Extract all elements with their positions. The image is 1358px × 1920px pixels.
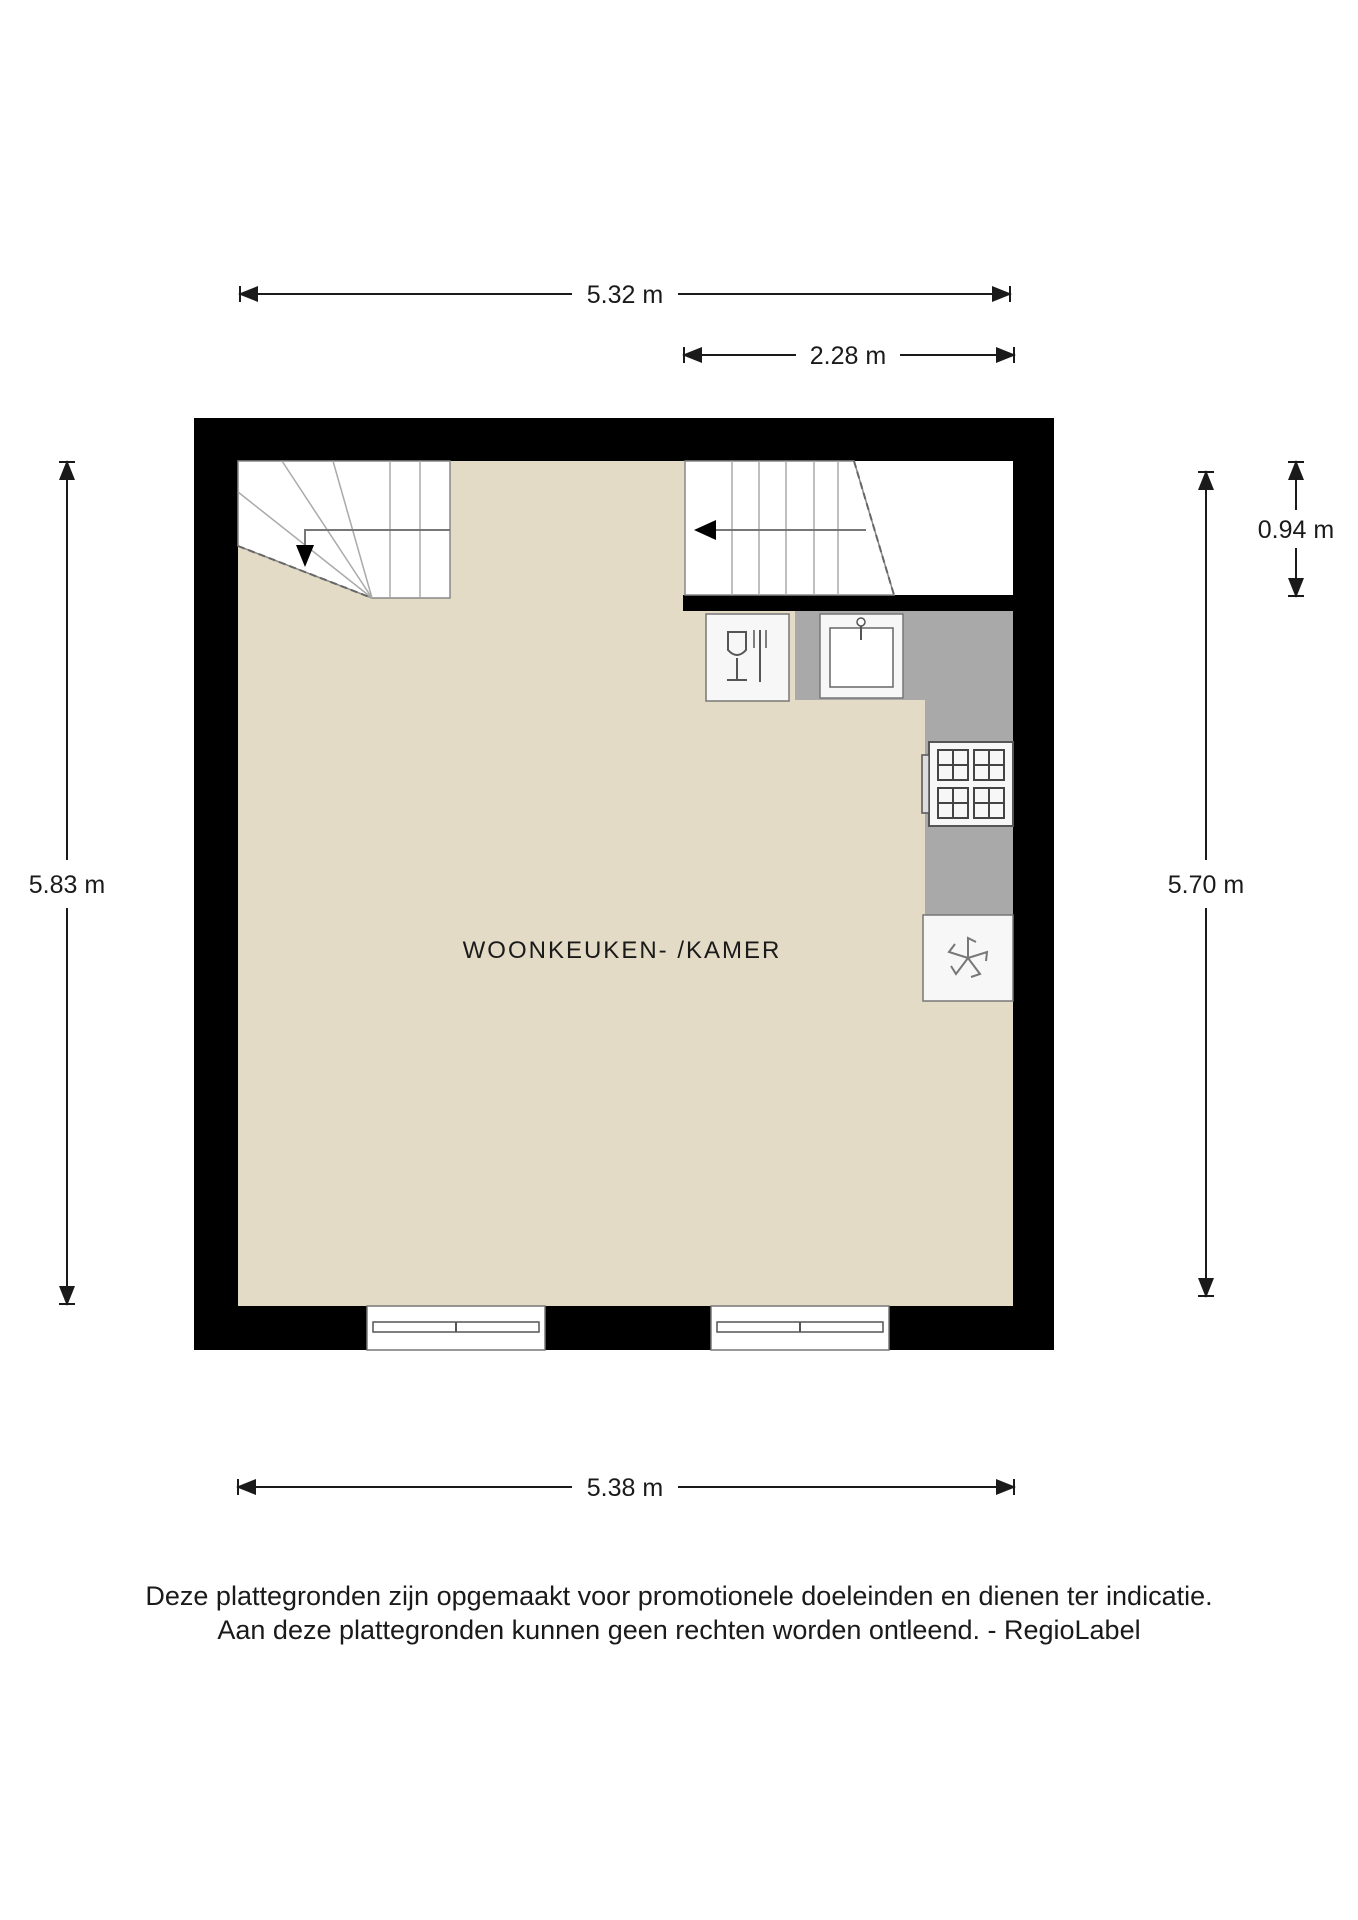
disclaimer-line-1: Deze plattegronden zijn opgemaakt voor promotionele doeleinden en dienen ter indicatie. bbox=[145, 1581, 1213, 1611]
dimension-label: 5.38 m bbox=[586, 1474, 664, 1502]
fan-icon bbox=[923, 915, 1013, 1001]
disclaimer-line-2: Aan deze plattegronden kunnen geen rechten worden ontleend. - RegioLabel bbox=[217, 1615, 1141, 1645]
interior-wall bbox=[683, 595, 1013, 611]
stove-icon bbox=[922, 742, 1013, 826]
dimension-label: 5.70 m bbox=[1167, 871, 1245, 899]
sink-icon bbox=[820, 614, 903, 698]
dimension-label: 5.83 m bbox=[28, 871, 106, 899]
dimension-right-small bbox=[1258, 462, 1334, 596]
dimension-label: 5.32 m bbox=[586, 281, 664, 309]
dimension-top-total bbox=[240, 281, 1010, 309]
dimension-bottom bbox=[238, 1474, 1014, 1502]
room-label: WOONKEUKEN- /KAMER bbox=[462, 937, 782, 964]
dimension-label: 2.28 m bbox=[809, 342, 887, 370]
dimension-label: 0.94 m bbox=[1257, 516, 1335, 544]
dimension-top-partial bbox=[684, 342, 1014, 370]
dishwasher-icon bbox=[706, 614, 789, 701]
dimension-right bbox=[1168, 472, 1244, 1296]
window-icon bbox=[367, 1306, 545, 1350]
window-icon bbox=[711, 1306, 889, 1350]
dimension-left bbox=[29, 462, 105, 1304]
